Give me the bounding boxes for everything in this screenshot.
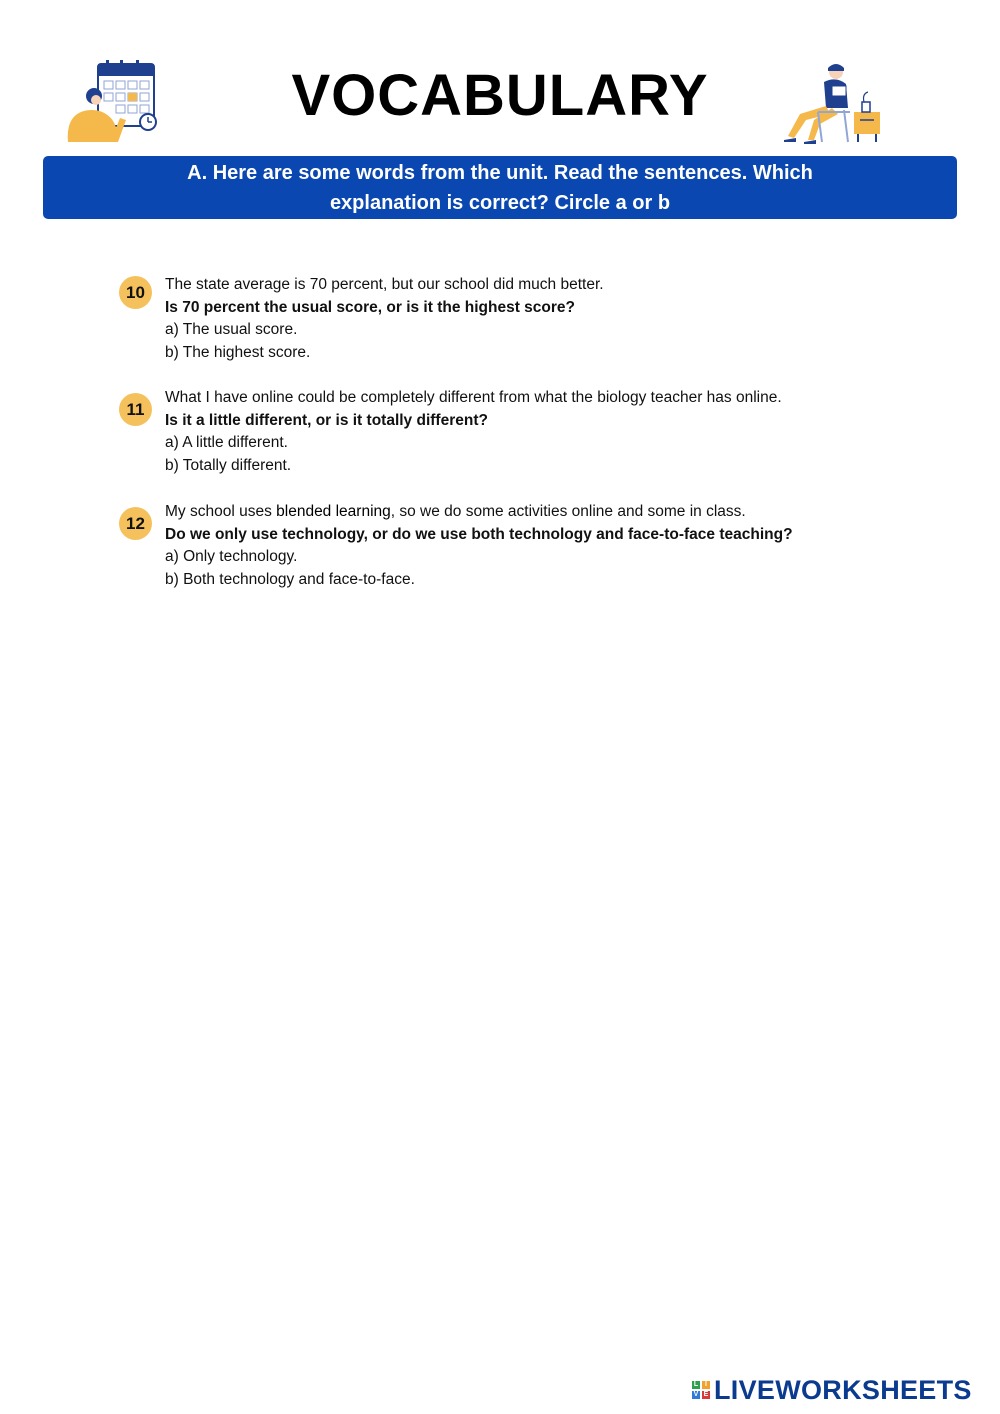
option-a[interactable]: a) The usual score. bbox=[165, 321, 298, 339]
question-number-badge: 11 bbox=[119, 393, 152, 426]
question-body bbox=[165, 501, 793, 592]
question-number-badge: 10 bbox=[119, 276, 152, 309]
liveworksheets-logo[interactable] bbox=[692, 1375, 972, 1405]
logo-mark-icon bbox=[692, 1381, 710, 1399]
question-prompt: Is 70 percent the usual score, or is it the highest score? bbox=[165, 298, 576, 316]
instructions-line-1: A. Here are some words from the unit. Read the sentences. Which bbox=[187, 162, 813, 184]
instructions-line-2: explanation is correct? Circle a or b bbox=[329, 192, 671, 214]
option-b[interactable]: b) The highest score. bbox=[165, 344, 311, 362]
question-sentence bbox=[165, 501, 793, 524]
question-prompt: Do we only use technology, or do we use both technology and face-to-face teaching? bbox=[165, 525, 793, 543]
question-prompt: Is it a little different, or is it totally different? bbox=[165, 411, 488, 429]
question-sentence: The state average is 70 percent, but our school did much better. bbox=[165, 276, 604, 293]
page-title: VOCABULARY bbox=[291, 63, 709, 128]
reading-person-illustration bbox=[778, 62, 884, 144]
logo-letter: L bbox=[693, 1381, 699, 1388]
logo-letter: I bbox=[702, 1381, 710, 1389]
option-b[interactable]: b) Both technology and face-to-face. bbox=[165, 571, 415, 589]
option-a[interactable]: a) A little different. bbox=[165, 434, 288, 452]
question-number-badge: 12 bbox=[119, 507, 152, 540]
question-sentence: What I have online could be completely different from what the biology teacher has online. bbox=[165, 389, 782, 406]
option-b[interactable]: b) Totally different. bbox=[165, 457, 292, 475]
highlighted-term: blended learning bbox=[276, 503, 391, 520]
logo-letter: E bbox=[703, 1391, 709, 1398]
logo-letter: V bbox=[693, 1391, 699, 1398]
option-a[interactable]: a) Only technology. bbox=[165, 548, 298, 566]
instructions-banner bbox=[43, 156, 957, 219]
question-body bbox=[165, 274, 604, 365]
sentence-start: My school uses bbox=[165, 503, 277, 520]
sentence-end: , so we do some activities online and some in class. bbox=[390, 503, 746, 520]
question-body bbox=[165, 387, 782, 478]
logo-text: LIVEWORKSHEETS bbox=[714, 1374, 972, 1405]
